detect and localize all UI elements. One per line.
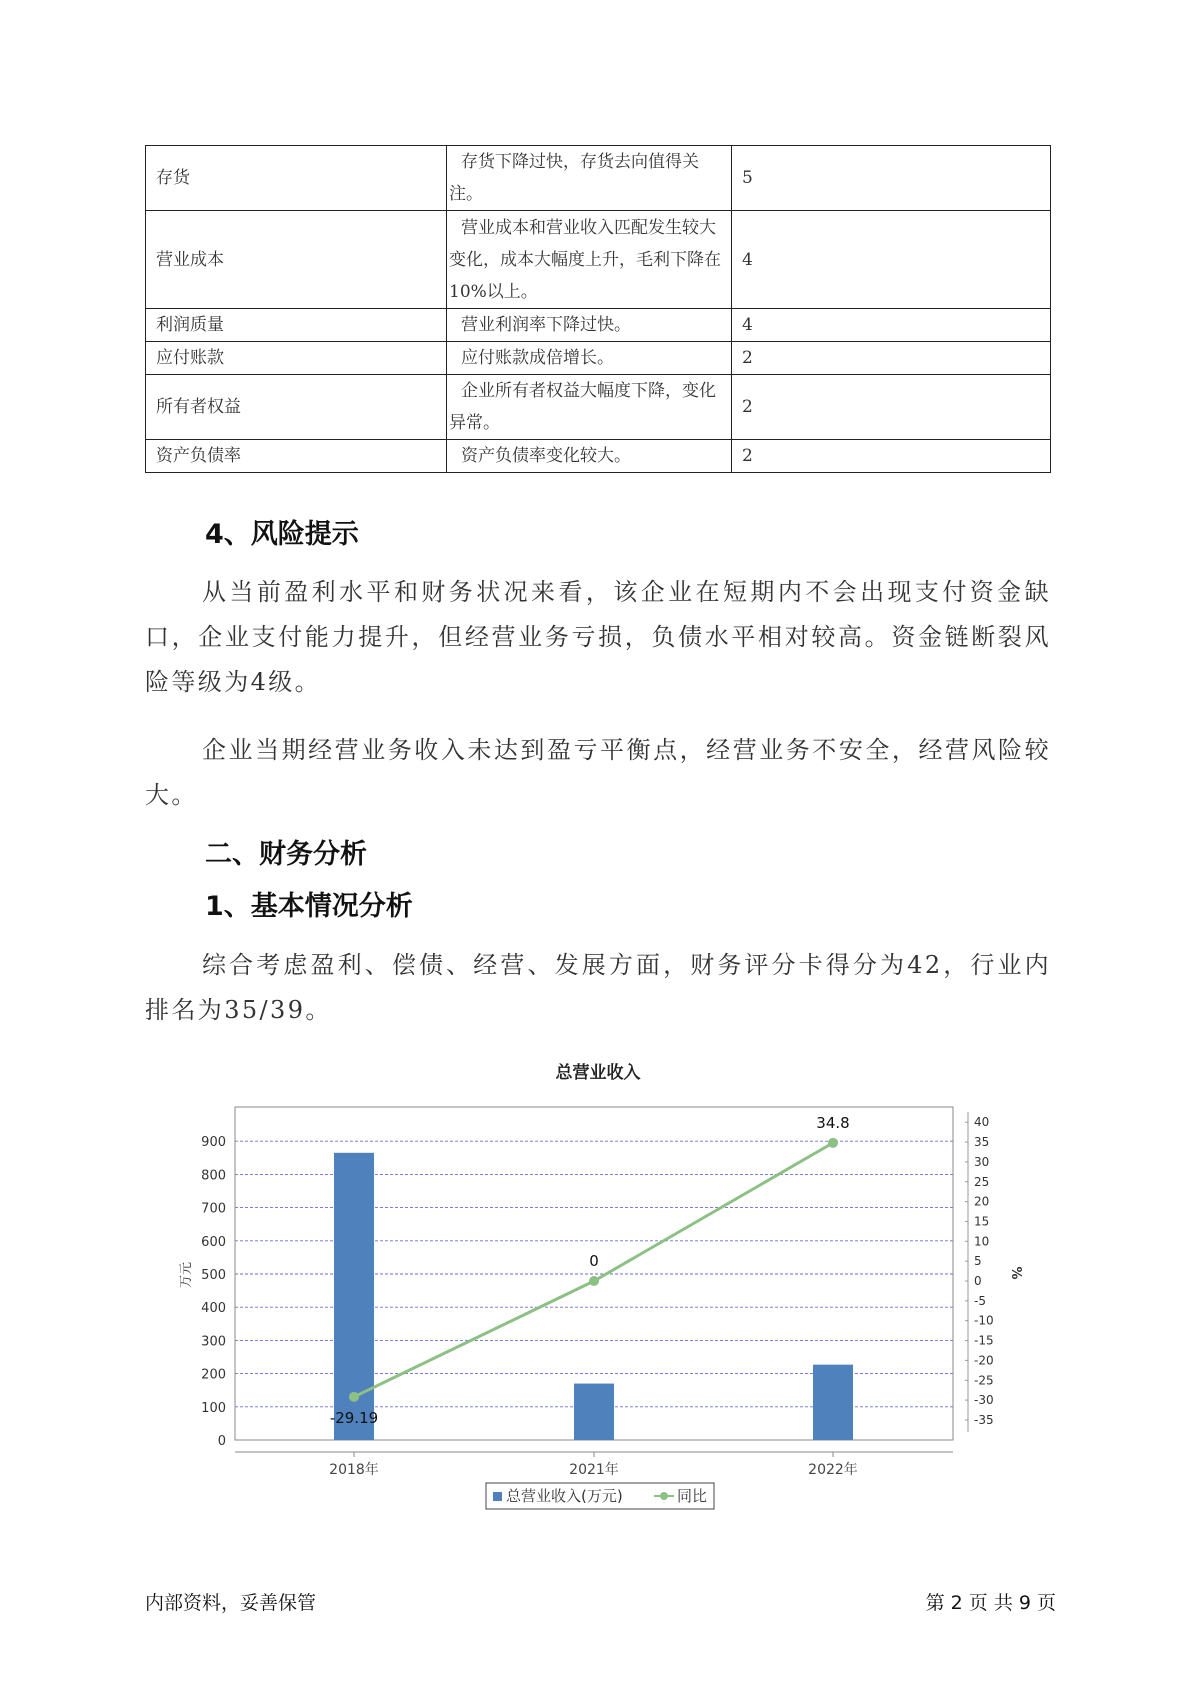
risk-desc-cell: 存货下降过快，存货去向值得关注。 (447, 146, 732, 211)
risk-level-cell: 4 (732, 309, 1051, 342)
risk-level-cell: 2 (732, 375, 1051, 440)
y-right-tick-label: 40 (974, 1115, 990, 1130)
yoy-point (589, 1276, 599, 1286)
y-right-tick-label: 10 (974, 1234, 990, 1249)
x-tick-label: 2022年 (808, 1462, 858, 1478)
y-right-tick-label: -35 (974, 1412, 994, 1427)
yoy-data-label: 34.8 (816, 1113, 850, 1132)
risk-item-cell: 利润质量 (146, 309, 447, 342)
risk-item-cell: 所有者权益 (146, 375, 447, 440)
y-right-tick-label: -25 (974, 1373, 994, 1388)
legend-bar-label: 总营业收入(万元) (506, 1487, 623, 1505)
y-tick-label: 200 (201, 1367, 226, 1383)
basic-section-title: 1、基本情况分析 (205, 891, 413, 922)
yoy-data-label: -29.19 (329, 1408, 379, 1427)
y-right-tick-label: 5 (974, 1254, 982, 1269)
yoy-data-label: 0 (589, 1252, 599, 1270)
y-tick-label: 0 (217, 1434, 226, 1449)
y-right-tick-label: -5 (974, 1293, 986, 1308)
y-tick-label: 400 (201, 1301, 226, 1317)
risk-item-cell: 存货 (146, 146, 447, 211)
yoy-point (349, 1392, 359, 1402)
risk-desc-cell: 营业成本和营业收入匹配发生较大变化，成本大幅度上升，毛利下降在10%以上。 (447, 211, 732, 309)
risk-item-cell: 资产负债率 (146, 440, 447, 473)
y-right-tick-label: -15 (974, 1333, 994, 1348)
risk-section-title: 4、风险提示 (205, 519, 359, 550)
y-tick-label: 800 (201, 1168, 226, 1184)
y-right-tick-label: -30 (974, 1393, 994, 1408)
risk-desc-cell: 资产负债率变化较大。 (447, 440, 732, 473)
y-axis-label: 万元 (179, 1261, 194, 1289)
y-right-tick-label: 30 (974, 1154, 990, 1169)
risk-paragraph-1: 从当前盈利水平和财务状况来看，该企业在短期内不会出现支付资金缺口，企业支付能力提升，但经营业务亏损，负债水平相对较高。资金链断裂风险等级为4级。 (145, 578, 1051, 696)
legend-line-marker (660, 1492, 668, 1500)
risk-desc-cell: 应付账款成倍增长。 (447, 342, 732, 375)
x-tick-label: 2021年 (569, 1462, 619, 1478)
y-right-tick-label: 15 (974, 1214, 990, 1229)
legend-bar-swatch (493, 1492, 502, 1501)
y-tick-label: 900 (201, 1135, 226, 1151)
chart-legend (486, 1483, 714, 1509)
y-right-tick-label: 25 (974, 1174, 990, 1189)
revenue-bar (574, 1384, 614, 1440)
line-series (330, 1114, 850, 1427)
x-tick-label: 2018年 (329, 1462, 379, 1478)
legend-line-label: 同比 (677, 1487, 708, 1505)
y-tick-label: 100 (201, 1400, 226, 1416)
risk-item-cell: 营业成本 (146, 211, 447, 309)
risk-desc-cell: 营业利润率下降过快。 (447, 309, 732, 342)
y-axis-right-label: % (1008, 1266, 1023, 1280)
basic-paragraph-1: 综合考虑盈利、偿债、经营、发展方面，财务评分卡得分为42，行业内排名为35/39。 (145, 951, 1051, 1024)
risk-level-cell: 4 (732, 211, 1051, 309)
revenue-bar (813, 1365, 853, 1440)
financial-section-title: 二、财务分析 (205, 839, 367, 870)
y-right-tick-label: -20 (974, 1353, 994, 1368)
bar-series (334, 1153, 853, 1440)
footer-page-number: 第 2 页 共 9 页 (925, 1592, 1056, 1614)
footer-confidential: 内部资料，妥善保管 (145, 1592, 317, 1614)
risk-level-cell: 5 (732, 146, 1051, 211)
risk-item-cell: 应付账款 (146, 342, 447, 375)
risk-desc-cell: 企业所有者权益大幅度下降，变化异常。 (447, 375, 732, 440)
y-right-tick-label: -10 (974, 1313, 994, 1328)
risk-paragraph-2: 企业当期经营业务收入未达到盈亏平衡点，经营业务不安全，经营风险较大。 (145, 736, 1051, 809)
y-right-tick-label: 20 (974, 1194, 990, 1209)
chart-title: 总营业收入 (555, 1063, 641, 1083)
y-tick-label: 500 (201, 1268, 226, 1283)
y-right-tick-label: 35 (974, 1135, 990, 1150)
y-tick-label: 300 (201, 1334, 226, 1350)
y-tick-label: 700 (201, 1201, 226, 1217)
y-tick-label: 600 (201, 1234, 226, 1250)
risk-level-cell: 2 (732, 440, 1051, 473)
y-right-tick-label: 0 (974, 1274, 982, 1288)
risk-level-cell: 2 (732, 342, 1051, 375)
yoy-point (828, 1138, 838, 1148)
